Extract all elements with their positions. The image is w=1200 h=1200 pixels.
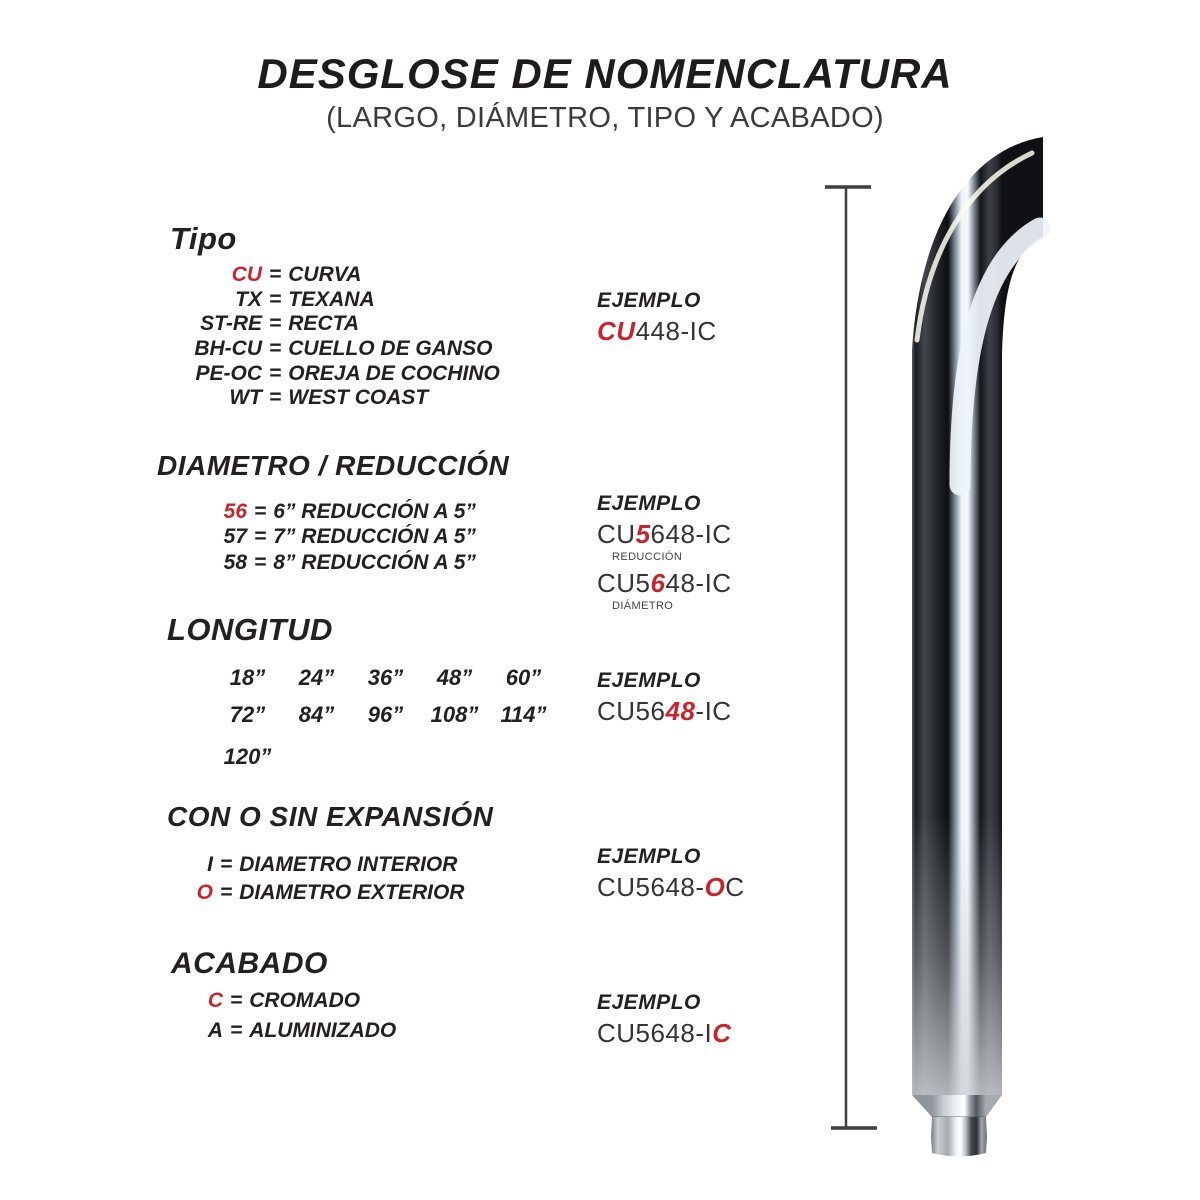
length-value: 114” [500,702,547,727]
code-rest: 648-IC [650,519,732,549]
ejemplo-code-reduccion [597,519,732,550]
code-rest: -IC [695,696,732,726]
diametro-code: 56 [223,500,247,523]
measurement-line [825,187,877,1128]
expansion-row-o [150,881,464,909]
ejemplo-caption-diametro: DIÁMETRO [612,600,674,612]
code-highlight: C [712,1018,732,1048]
tipo-value: CURVA [288,263,362,286]
acabado-value: ALUMINIZADO [249,1019,397,1042]
ejemplo-block-acabado [597,991,732,1049]
equals-sign: = [230,1019,243,1042]
diametro-code: 57 [223,525,247,549]
tipo-code: CU [231,263,262,286]
diametro-value: 7” REDUCCIÓN A 5” [273,525,476,549]
tipo-row-peoc [150,362,500,387]
code-rest: 448-IC [635,316,717,346]
acabado-code: C [207,989,223,1012]
tipo-code: BH-CU [194,337,262,361]
length-value: 120” [223,744,272,769]
equals-sign: = [269,263,282,286]
ejemplo-code [597,696,732,727]
length-value: 24” [298,665,335,690]
equals-sign: = [254,550,267,574]
tipo-row-wt [150,386,500,411]
ejemplo-label: EJEMPLO [597,845,701,868]
diametro-code: 58 [223,550,247,574]
ejemplo-block-longitud [597,669,732,727]
ejemplo-block-expansion [597,845,745,903]
equals-sign: = [254,500,267,523]
expansion-code: I [207,853,213,876]
length-value: 60” [505,665,542,690]
tipo-row-cu [150,263,500,288]
ejemplo-code-diametro [597,568,732,599]
tipo-code: ST-RE [200,312,262,336]
code-rest: CU [597,519,636,549]
code-highlight: O [704,872,726,902]
equals-sign: = [269,287,282,311]
tipo-value: TEXANA [288,287,375,311]
tipo-code: WT [229,386,262,410]
acabado-definition-list [150,989,396,1049]
section-heading-tipo: Tipo [170,221,237,256]
acabado-code: A [207,1019,223,1042]
section-heading-acabado: ACABADO [171,947,328,980]
tipo-row-bhcu [150,337,500,362]
exhaust-pipe-illustration [820,125,1120,1170]
code-highlight: 6 [650,568,666,598]
tipo-value: CUELLO DE GANSO [288,337,493,361]
tipo-definition-list [150,263,500,411]
acabado-row-a [150,1019,396,1049]
tipo-value: WEST COAST [288,386,429,410]
code-rest: CU5 [597,568,651,598]
ejemplo-code [597,316,717,347]
code-highlight: 5 [635,519,651,549]
diametro-value: 6” REDUCCIÓN A 5” [273,500,476,523]
ejemplo-label: EJEMPLO [597,492,701,515]
equals-sign: = [220,853,233,876]
ejemplo-block-diametro [597,492,732,617]
tipo-code: TX [235,287,262,311]
page-subtitle: (LARGO, DIÁMETRO, TIPO Y ACABADO) [326,102,884,134]
tipo-code: PE-OC [195,361,262,385]
length-value: 84” [298,702,335,727]
length-value: 96” [367,702,404,727]
length-value: 18” [229,665,266,690]
ejemplo-block-tipo [597,289,717,347]
code-rest: CU5648-I [597,1018,713,1048]
expansion-code: O [196,881,213,904]
length-value: 72” [229,702,266,727]
equals-sign: = [269,361,282,385]
diametro-row-56 [150,500,476,525]
equals-sign: = [220,881,233,904]
diametro-row-58 [150,551,476,576]
code-rest: 48-IC [665,568,732,598]
page-title: DESGLOSE DE NOMENCLATURA [257,50,953,97]
acabado-value: CROMADO [249,989,361,1012]
diametro-value: 8” REDUCCIÓN A 5” [273,550,476,574]
acabado-row-c [150,989,396,1019]
ejemplo-label: EJEMPLO [597,991,701,1014]
code-rest: CU56 [597,696,666,726]
code-highlight: CU [597,316,636,346]
ejemplo-code [597,872,745,903]
diametro-definition-list [150,500,476,576]
equals-sign: = [269,312,282,336]
tipo-row-stre [150,312,500,337]
equals-sign: = [269,337,282,361]
equals-sign: = [254,525,267,549]
equals-sign: = [230,989,243,1012]
code-rest: CU5648- [597,872,705,902]
length-value: 108” [430,702,479,727]
ejemplo-caption-reduccion: REDUCCIÓN [612,551,683,563]
pipe-reducer [912,1095,1002,1157]
code-highlight: 48 [665,696,696,726]
pipe-body [912,137,1043,1095]
section-heading-longitud: LONGITUD [167,612,333,647]
diametro-row-57 [150,525,476,550]
tipo-value: RECTA [288,312,360,336]
expansion-value: DIAMETRO EXTERIOR [239,881,465,904]
longitud-length-grid [213,665,558,770]
expansion-row-i [150,853,464,881]
equals-sign: = [269,386,282,410]
ejemplo-code [597,1018,732,1049]
code-rest: C [725,872,745,902]
tipo-row-tx [150,288,500,313]
ejemplo-label: EJEMPLO [597,289,701,312]
ejemplo-label: EJEMPLO [597,669,701,692]
expansion-value: DIAMETRO INTERIOR [239,853,458,876]
length-value-highlighted: 48” [436,665,473,690]
section-heading-expansion: CON O SIN EXPANSIÓN [167,801,494,832]
expansion-definition-list [150,853,464,909]
tipo-value: OREJA DE COCHINO [288,361,500,385]
length-value: 36” [367,665,404,690]
section-heading-diametro: DIAMETRO / REDUCCIÓN [157,450,510,481]
